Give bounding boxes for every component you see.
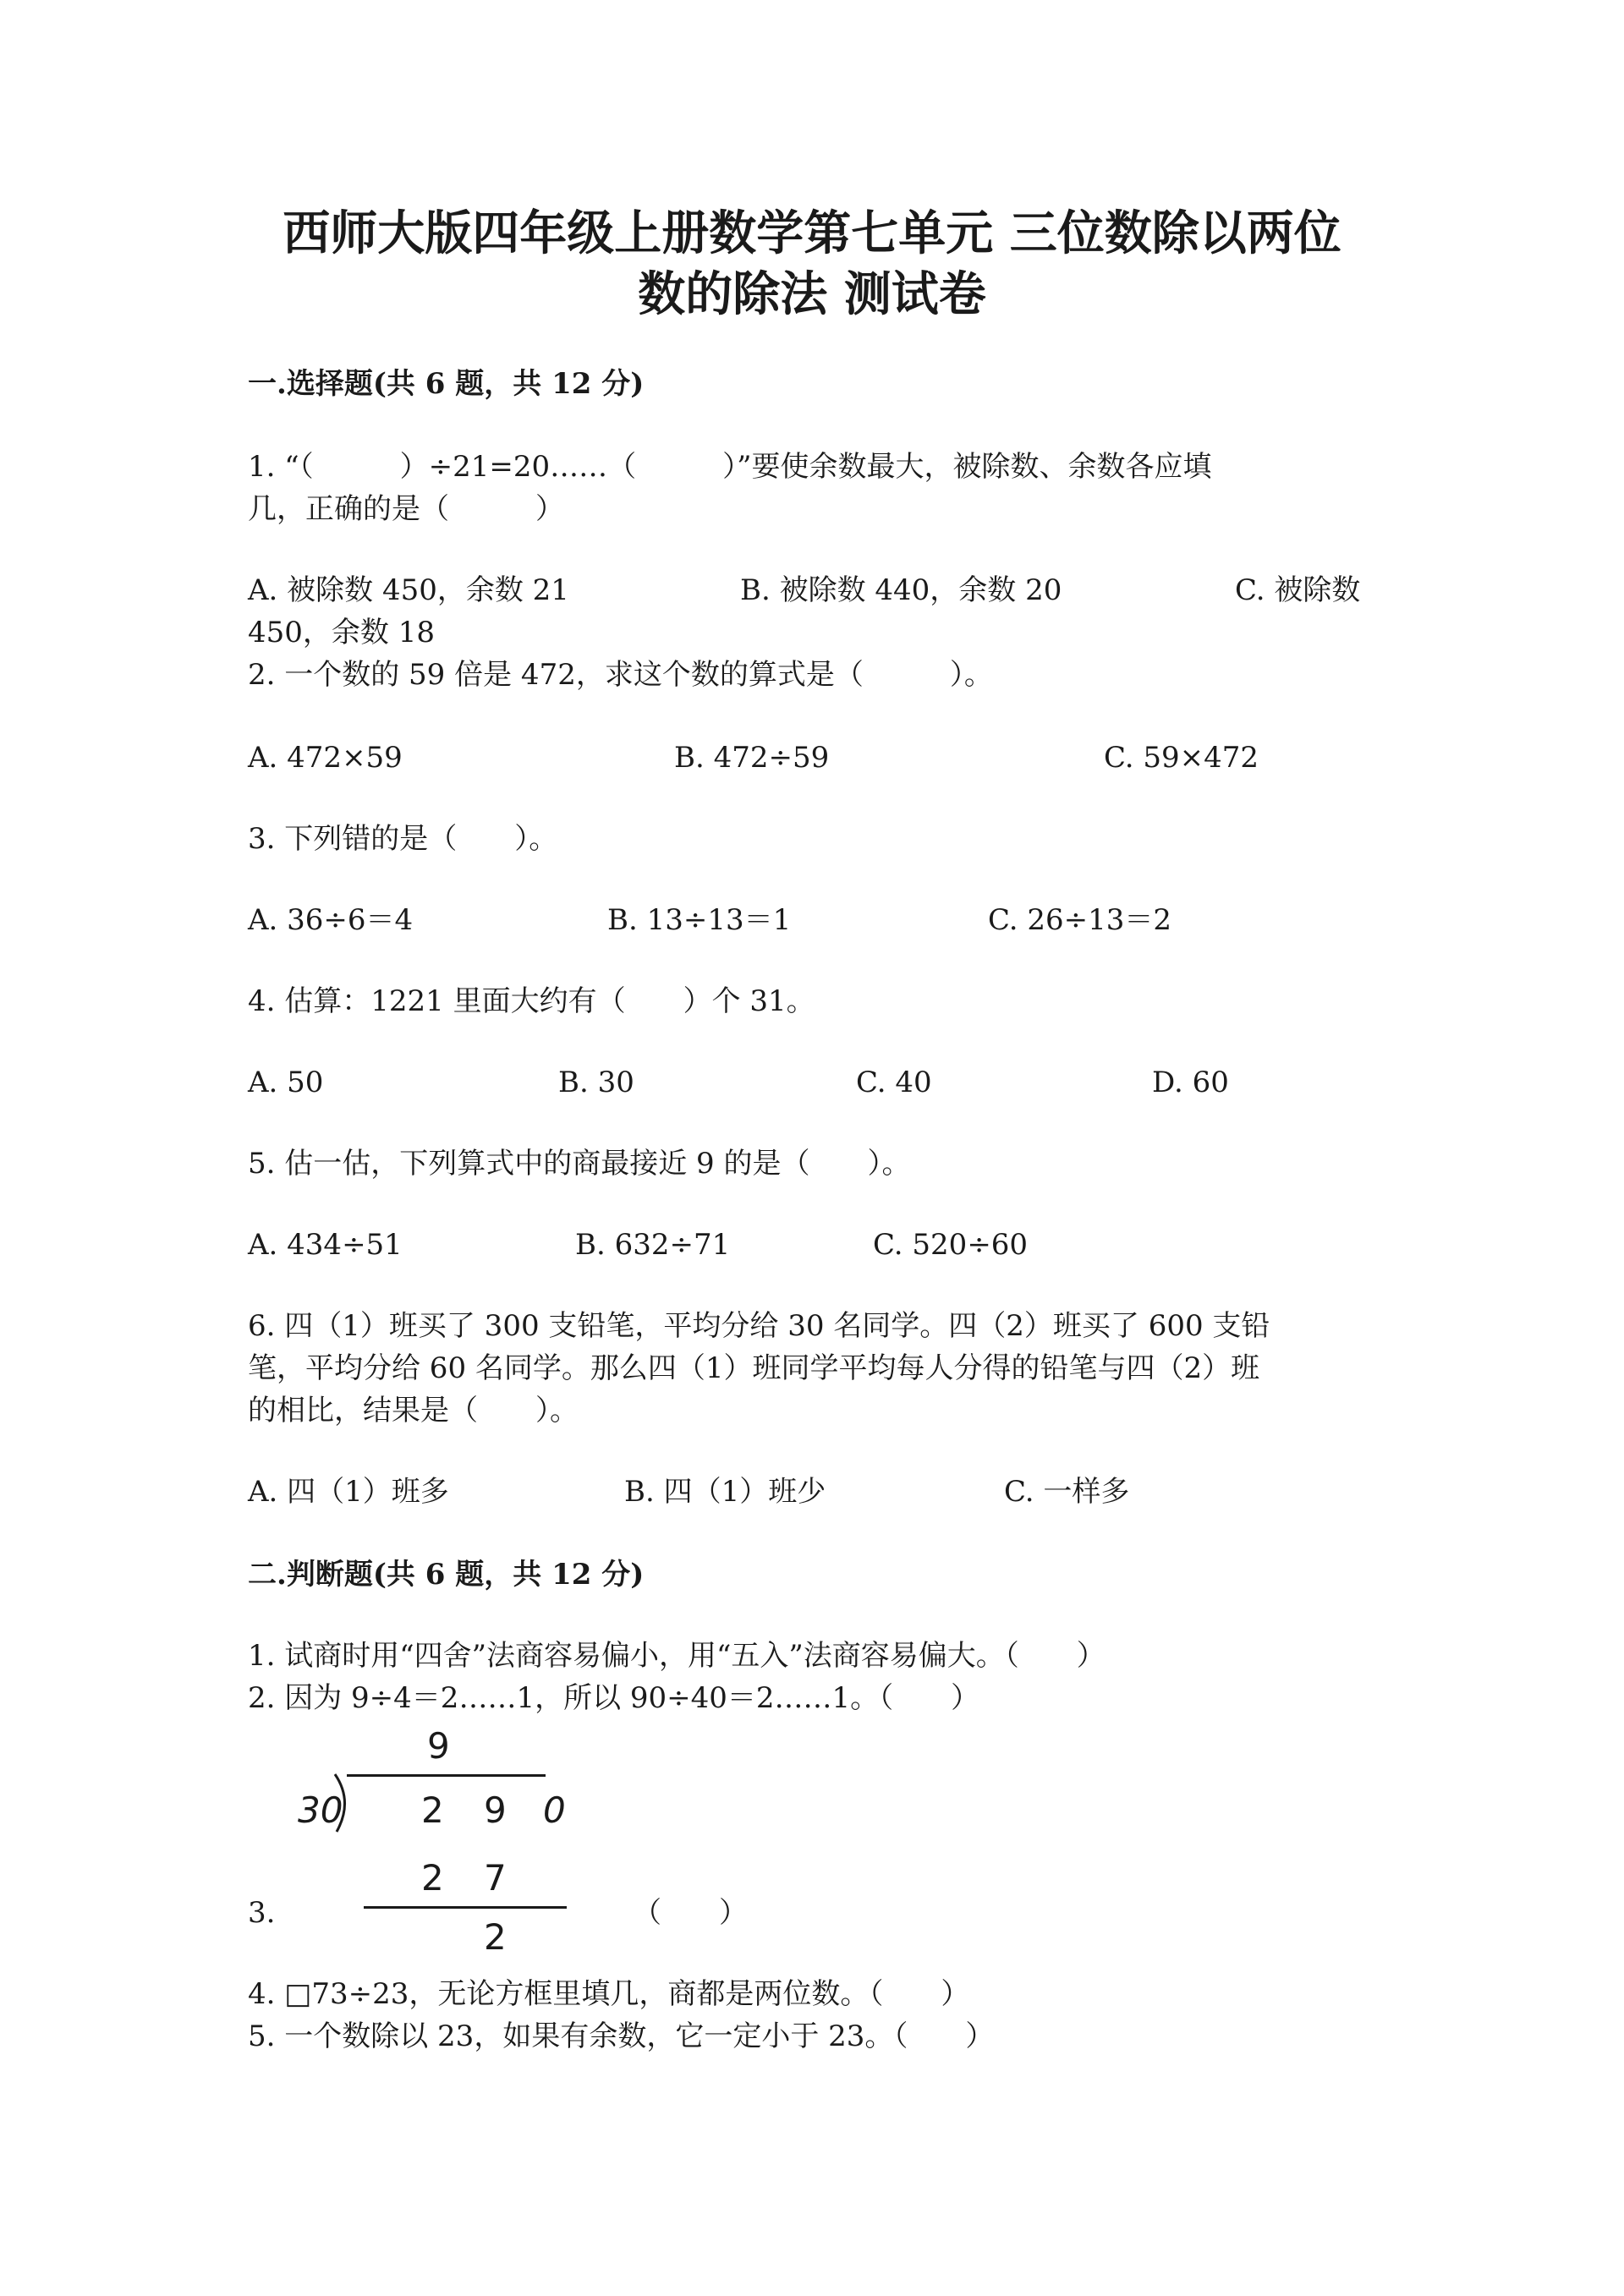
question-4-option-b[interactable]: B. 30 [558, 1066, 634, 1099]
long-division-figure [288, 1725, 592, 1962]
question-5-option-a[interactable]: A. 434÷51 [248, 1228, 403, 1262]
judge-question-3-answer-paren[interactable]: （ ） [633, 1896, 748, 1930]
question-1-line1: 1. “（ ）÷21=20……（ ）”要使余数最大，被除数、余数各应填 [248, 450, 1212, 484]
page-title-line1: 西师大版四年级上册数学第七单元 三位数除以两位 [283, 205, 1341, 261]
question-1-option-a[interactable]: A. 被除数 450，余数 21 [248, 573, 569, 607]
question-1-option-c[interactable]: C. 被除数 [1235, 573, 1361, 607]
judge-question-2: 2. 因为 9÷4＝2……1，所以 90÷40＝2……1。（ ） [248, 1681, 980, 1715]
question-1-option-c-cont: 450，余数 18 [248, 616, 435, 649]
long-division-dividend-digit: 2 [421, 1789, 444, 1831]
long-division-dividend-digit: 9 [484, 1789, 507, 1831]
question-4: 4. 估算：1221 里面大约有（ ）个 31。 [248, 984, 815, 1018]
question-6-option-b[interactable]: B. 四（1）班少 [624, 1475, 826, 1509]
question-2-option-b[interactable]: B. 472÷59 [674, 741, 830, 775]
long-division-quotient: 9 [427, 1725, 450, 1767]
question-2: 2. 一个数的 59 倍是 472，求这个数的算式是（ ）。 [248, 658, 993, 692]
long-division-bar [347, 1774, 546, 1777]
question-2-option-a[interactable]: A. 472×59 [248, 741, 403, 775]
question-6-option-c[interactable]: C. 一样多 [1004, 1475, 1130, 1509]
question-4-option-a[interactable]: A. 50 [248, 1066, 324, 1099]
section-heading-judge: 二.判断题(共 6 题，共 12 分) [248, 1558, 645, 1592]
question-5-option-b[interactable]: B. 632÷71 [575, 1228, 731, 1262]
question-6-option-a[interactable]: A. 四（1）班多 [248, 1475, 449, 1509]
long-division-subtraction-line [364, 1906, 567, 1909]
question-4-option-c[interactable]: C. 40 [856, 1066, 932, 1099]
question-6-line2: 笔，平均分给 60 名同学。那么四（1）班同学平均每人分得的铅笔与四（2）班 [248, 1351, 1260, 1385]
question-2-option-c[interactable]: C. 59×472 [1104, 741, 1259, 775]
question-5-option-c[interactable]: C. 520÷60 [873, 1228, 1029, 1262]
question-5: 5. 估一估，下列算式中的商最接近 9 的是（ ）。 [248, 1147, 911, 1181]
question-3: 3. 下列错的是（ ）。 [248, 822, 558, 856]
question-3-option-c[interactable]: C. 26÷13＝2 [988, 903, 1172, 937]
page-title-line2: 数的除法 测试卷 [638, 266, 986, 322]
question-6-line3: 的相比，结果是（ ）。 [248, 1394, 579, 1427]
question-4-option-d[interactable]: D. 60 [1152, 1066, 1229, 1099]
question-1-option-b[interactable]: B. 被除数 440，余数 20 [740, 573, 1062, 607]
long-division-product-digit: 7 [484, 1857, 507, 1899]
question-6-line1: 6. 四（1）班买了 300 支铅笔，平均分给 30 名同学。四（2）班买了 600 支铅 [248, 1309, 1270, 1343]
section-heading-choice: 一.选择题(共 6 题，共 12 分) [248, 367, 645, 401]
long-division-dividend-digit: 0 [543, 1789, 566, 1831]
judge-question-1: 1. 试商时用“四舍”法商容易偏小，用“五入”法商容易偏大。（ ） [248, 1639, 1106, 1673]
question-3-option-b[interactable]: B. 13÷13＝1 [607, 903, 792, 937]
judge-question-5: 5. 一个数除以 23，如果有余数，它一定小于 23。（ ） [248, 2019, 995, 2053]
question-1-line2: 几，正确的是（ ） [248, 492, 564, 526]
long-division-divisor: 30 [298, 1789, 343, 1831]
long-division-remainder: 2 [484, 1916, 507, 1958]
judge-question-3-number: 3. [248, 1896, 276, 1930]
long-division-product-digit: 2 [421, 1857, 444, 1899]
judge-question-4: 4. □73÷23，无论方框里填几，商都是两位数。（ ） [248, 1977, 970, 2011]
question-3-option-a[interactable]: A. 36÷6＝4 [248, 903, 414, 937]
